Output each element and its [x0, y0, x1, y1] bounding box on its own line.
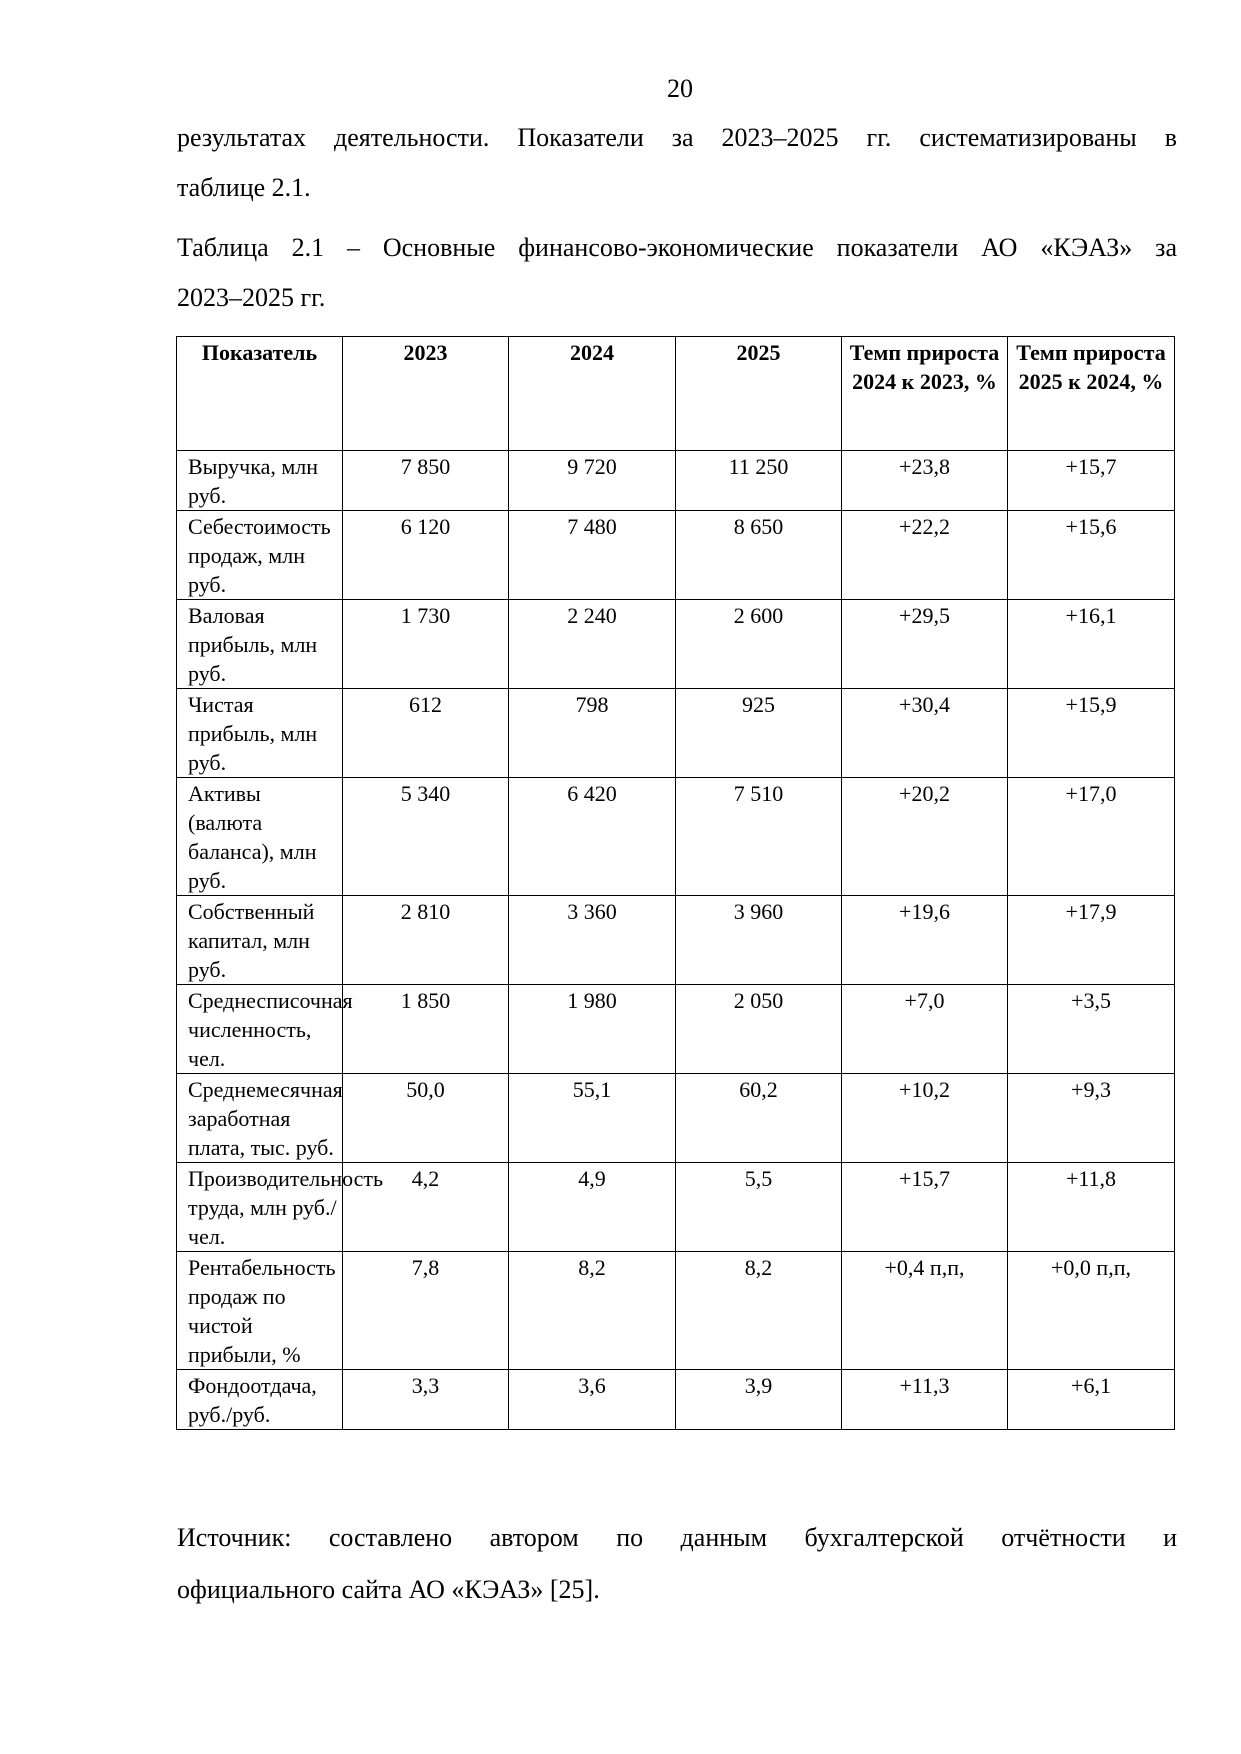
source-note-line-1: Источник: составлено автором по данным бухгалтерской отчётности и: [177, 1523, 1177, 1552]
value-2023: 3,3: [343, 1370, 509, 1430]
value-2024: 9 720: [509, 451, 676, 511]
table-row: [177, 896, 1175, 985]
growth-2024: +15,7: [842, 1163, 1008, 1252]
value-2023: 5 340: [343, 778, 509, 896]
value-2023: 1 850: [343, 985, 509, 1074]
indicator-name: Валовая прибыль, млн руб.: [177, 600, 343, 689]
growth-2025: +16,1: [1008, 600, 1175, 689]
header-growth-2025: Темп прироста 2025 к 2024, %: [1008, 337, 1175, 451]
growth-2025: +15,7: [1008, 451, 1175, 511]
value-2024: 798: [509, 689, 676, 778]
indicator-name: Себестоимость продаж, млн руб.: [177, 511, 343, 600]
value-2023: 7,8: [343, 1252, 509, 1370]
value-2025: 7 510: [676, 778, 842, 896]
growth-2025: +3,5: [1008, 985, 1175, 1074]
header-growth-2024: Темп прироста 2024 к 2023, %: [842, 337, 1008, 451]
growth-2025: +0,0 п,п,: [1008, 1252, 1175, 1370]
value-2024: 7 480: [509, 511, 676, 600]
growth-2025: +17,0: [1008, 778, 1175, 896]
growth-2025: +11,8: [1008, 1163, 1175, 1252]
value-2023: 1 730: [343, 600, 509, 689]
value-2024: 3 360: [509, 896, 676, 985]
value-2025: 8,2: [676, 1252, 842, 1370]
growth-2024: +11,3: [842, 1370, 1008, 1430]
growth-2024: +30,4: [842, 689, 1008, 778]
value-2024: 8,2: [509, 1252, 676, 1370]
value-2025: 3,9: [676, 1370, 842, 1430]
indicator-name: Чистая прибыль, млн руб.: [177, 689, 343, 778]
page-number: 20: [667, 74, 693, 103]
header-2024: 2024: [509, 337, 676, 451]
value-2025: 8 650: [676, 511, 842, 600]
value-2024: 6 420: [509, 778, 676, 896]
indicator-name: Активы (валюта баланса), млн руб.: [177, 778, 343, 896]
growth-2024: +7,0: [842, 985, 1008, 1074]
value-2025: 5,5: [676, 1163, 842, 1252]
value-2024: 55,1: [509, 1074, 676, 1163]
table-row: [177, 1370, 1175, 1430]
table-caption-line-1: Таблица 2.1 – Основные финансово-экономические показатели АО «КЭАЗ» за: [177, 233, 1177, 262]
value-2024: 3,6: [509, 1370, 676, 1430]
value-2025: 925: [676, 689, 842, 778]
value-2025: 60,2: [676, 1074, 842, 1163]
value-2023: 4,2: [343, 1163, 509, 1252]
growth-2024: +29,5: [842, 600, 1008, 689]
table-row: [177, 600, 1175, 689]
indicator-name: Собственный капитал, млн руб.: [177, 896, 343, 985]
growth-2024: +10,2: [842, 1074, 1008, 1163]
table-row: [177, 451, 1175, 511]
value-2023: 7 850: [343, 451, 509, 511]
intro-paragraph-line-1: результатах деятельности. Показатели за 2023–2025 гг. систематизированы в: [177, 123, 1177, 152]
header-indicator: Показатель: [177, 337, 343, 451]
value-2025: 2 050: [676, 985, 842, 1074]
growth-2024: +20,2: [842, 778, 1008, 896]
value-2024: 2 240: [509, 600, 676, 689]
value-2023: 612: [343, 689, 509, 778]
growth-2025: +15,9: [1008, 689, 1175, 778]
growth-2025: +9,3: [1008, 1074, 1175, 1163]
table-row: [177, 985, 1175, 1074]
value-2025: 11 250: [676, 451, 842, 511]
growth-2025: +15,6: [1008, 511, 1175, 600]
growth-2025: +17,9: [1008, 896, 1175, 985]
value-2025: 3 960: [676, 896, 842, 985]
growth-2024: +0,4 п,п,: [842, 1252, 1008, 1370]
value-2024: 4,9: [509, 1163, 676, 1252]
table-row: [177, 1163, 1175, 1252]
value-2025: 2 600: [676, 600, 842, 689]
table-row: [177, 778, 1175, 896]
growth-2024: +23,8: [842, 451, 1008, 511]
indicator-name: Рентабельность продаж по чистой прибыли, %: [177, 1252, 343, 1370]
indicator-name: Фондоотдача, руб./руб.: [177, 1370, 343, 1430]
value-2023: 50,0: [343, 1074, 509, 1163]
table-row: [177, 1252, 1175, 1370]
financial-indicators-table: [176, 336, 1175, 1430]
value-2024: 1 980: [509, 985, 676, 1074]
header-2023: 2023: [343, 337, 509, 451]
value-2023: 2 810: [343, 896, 509, 985]
indicator-name: Среднесписочная численность, чел.: [177, 985, 343, 1074]
table-row: [177, 689, 1175, 778]
indicator-name: Выручка, млн руб.: [177, 451, 343, 511]
table-caption-line-2: 2023–2025 гг.: [177, 283, 326, 312]
growth-2025: +6,1: [1008, 1370, 1175, 1430]
growth-2024: +22,2: [842, 511, 1008, 600]
table-header-row: [177, 337, 1175, 451]
value-2023: 6 120: [343, 511, 509, 600]
table-row: [177, 1074, 1175, 1163]
growth-2024: +19,6: [842, 896, 1008, 985]
intro-paragraph-line-2: таблице 2.1.: [177, 173, 311, 202]
table-row: [177, 511, 1175, 600]
source-note-line-2: официального сайта АО «КЭАЗ» [25].: [177, 1575, 600, 1604]
indicator-name: Среднемесячная заработная плата, тыс. руб.: [177, 1074, 343, 1163]
header-2025: 2025: [676, 337, 842, 451]
indicator-name: Производительность труда, млн руб./чел.: [177, 1163, 343, 1252]
